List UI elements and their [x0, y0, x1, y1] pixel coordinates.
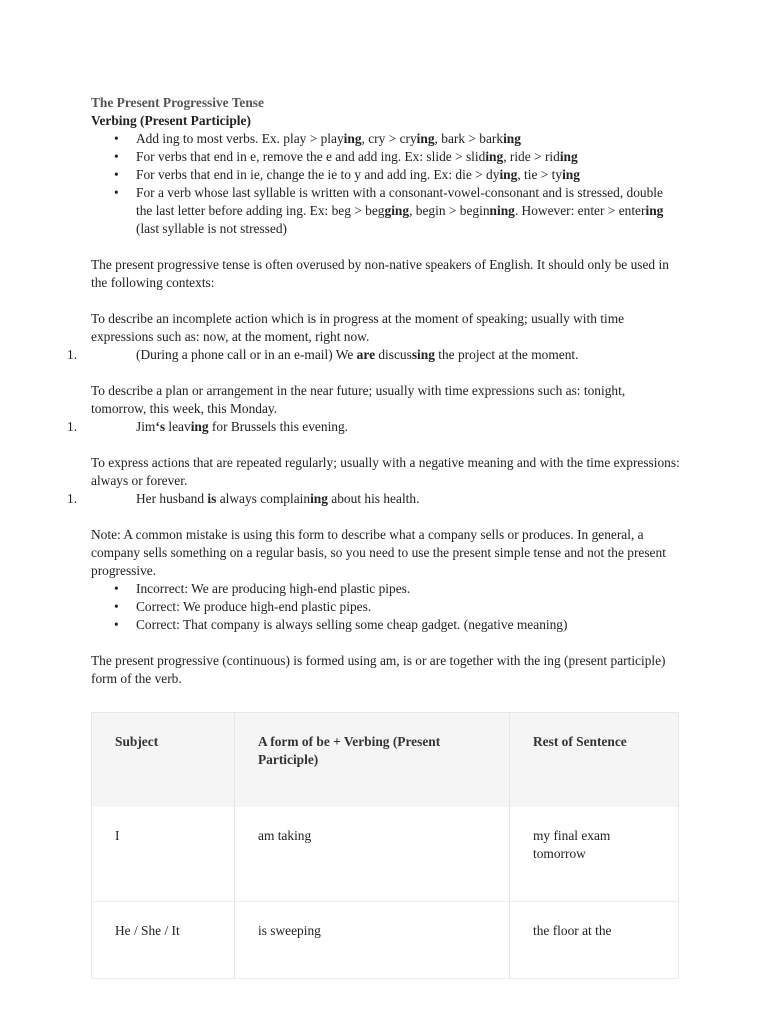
intro-paragraph: The present progressive tense is often overused by non-native speakers of English. It should only be used in the following contexts: — [91, 257, 669, 290]
text-run: . However: enter > enter — [514, 203, 646, 218]
text-run: , ride > rid — [503, 149, 560, 164]
bold-text-run: is — [207, 491, 217, 506]
bold-text-run: ning — [489, 203, 515, 218]
text-run: about his health. — [327, 491, 420, 506]
text-run: for Brussels this evening. — [208, 419, 349, 434]
table-header-row — [92, 713, 679, 808]
bold-text-run: ‘s — [155, 419, 166, 434]
spelling-rule — [136, 184, 681, 238]
text-run: Her husband — [136, 491, 208, 506]
spelling-rules-list — [91, 130, 681, 238]
text-run: For a verb whose last syllable is written with a consonant-vowel-consonant and is stressed, double the last letter before adding ing. Ex: beg > beg — [136, 185, 663, 218]
example-number: 1. — [67, 419, 78, 434]
text-run: For verbs that end in ie, change the ie to y and add ing. Ex: die > dy — [136, 167, 500, 182]
text-run: , tie > ty — [517, 167, 563, 182]
text-run: discus — [375, 347, 412, 362]
table-cell: I — [92, 807, 235, 902]
document-title: The Present Progressive Tense — [91, 95, 264, 110]
spelling-rule — [136, 148, 681, 166]
context-example — [67, 418, 681, 436]
bold-text-run: ing — [499, 167, 518, 182]
formation-table — [91, 712, 679, 979]
table-cell: He / She / It — [92, 902, 235, 979]
note-examples-list — [91, 580, 681, 634]
text-run: , cry > cry — [361, 131, 417, 146]
bold-text-run: ing — [559, 149, 578, 164]
bold-text-run: sing — [411, 347, 435, 362]
text-run: (last syllable is not stressed) — [136, 221, 287, 236]
spelling-rule — [136, 166, 681, 184]
example-number: 1. — [67, 347, 78, 362]
note-example: • Correct: That company is always selling some cheap gadget. (negative meaning) — [136, 616, 681, 634]
text-run: (During a phone call or in an e-mail) We — [136, 347, 357, 362]
text-run: Jim — [136, 419, 156, 434]
text-run: the project at the moment. — [434, 347, 579, 362]
note-example: • Incorrect: We are producing high-end plastic pipes. — [136, 580, 681, 598]
text-run: For verbs that end in e, remove the e and add ing. Ex: slide > slid — [136, 149, 486, 164]
table-header-cell: Subject — [92, 713, 235, 808]
bold-text-run: ing — [485, 149, 504, 164]
table-cell: the floor at the — [510, 902, 679, 979]
spelling-rule — [136, 130, 681, 148]
table-cell: am taking — [235, 807, 510, 902]
bold-text-run: ing — [343, 131, 362, 146]
bold-text-run: ing — [503, 131, 521, 146]
bold-text-run: ging — [384, 203, 410, 218]
text-run: , bark > bark — [434, 131, 504, 146]
context-example — [67, 490, 681, 508]
example-number: 1. — [67, 491, 78, 506]
context-description: To describe an incomplete action which is in progress at the moment of speaking; usually with time expressions such as: now, at the moment, right now. — [91, 311, 625, 344]
text-run: Add ing to most verbs. Ex. play > play — [136, 131, 344, 146]
table-row — [92, 807, 679, 902]
table-cell: is sweeping — [235, 902, 510, 979]
context-description: To describe a plan or arrangement in the near future; usually with time expressions such as: tonight, tomorrow, this week, this Monday. — [91, 383, 626, 416]
bold-text-run: ing — [645, 203, 664, 218]
text-run: leav — [165, 419, 191, 434]
bold-text-run: ing — [190, 419, 209, 434]
note-paragraph: Note: A common mistake is using this form to describe what a company sells or produces. In general, a company sells something on a regular basis, so you need to use the present simple tense and not the present progressive. — [91, 527, 666, 578]
document-page — [67, 94, 681, 979]
text-run: always complain — [216, 491, 311, 506]
note-example: • Correct: We produce high-end plastic pipes. — [136, 598, 681, 616]
usage-contexts — [67, 292, 681, 508]
section-subtitle: Verbing (Present Participle) — [91, 113, 251, 128]
formation-paragraph: The present progressive (continuous) is formed using am, is or are together with the ing (present participle) form of the verb. — [91, 653, 666, 686]
table-header-cell: Rest of Sentence — [510, 713, 679, 808]
text-run: , begin > begin — [409, 203, 490, 218]
table-cell: my final exam tomorrow — [510, 807, 679, 902]
bold-text-run: ing — [562, 167, 580, 182]
context-example — [67, 346, 681, 364]
bold-text-run: are — [356, 347, 376, 362]
table-row — [92, 902, 679, 979]
table-header-cell: A form of be + Verbing (Present Participle) — [235, 713, 510, 808]
context-description: To express actions that are repeated regularly; usually with a negative meaning and with the time expressions: always or forever. — [91, 455, 680, 488]
bold-text-run: ing — [310, 491, 328, 506]
bold-text-run: ing — [416, 131, 435, 146]
